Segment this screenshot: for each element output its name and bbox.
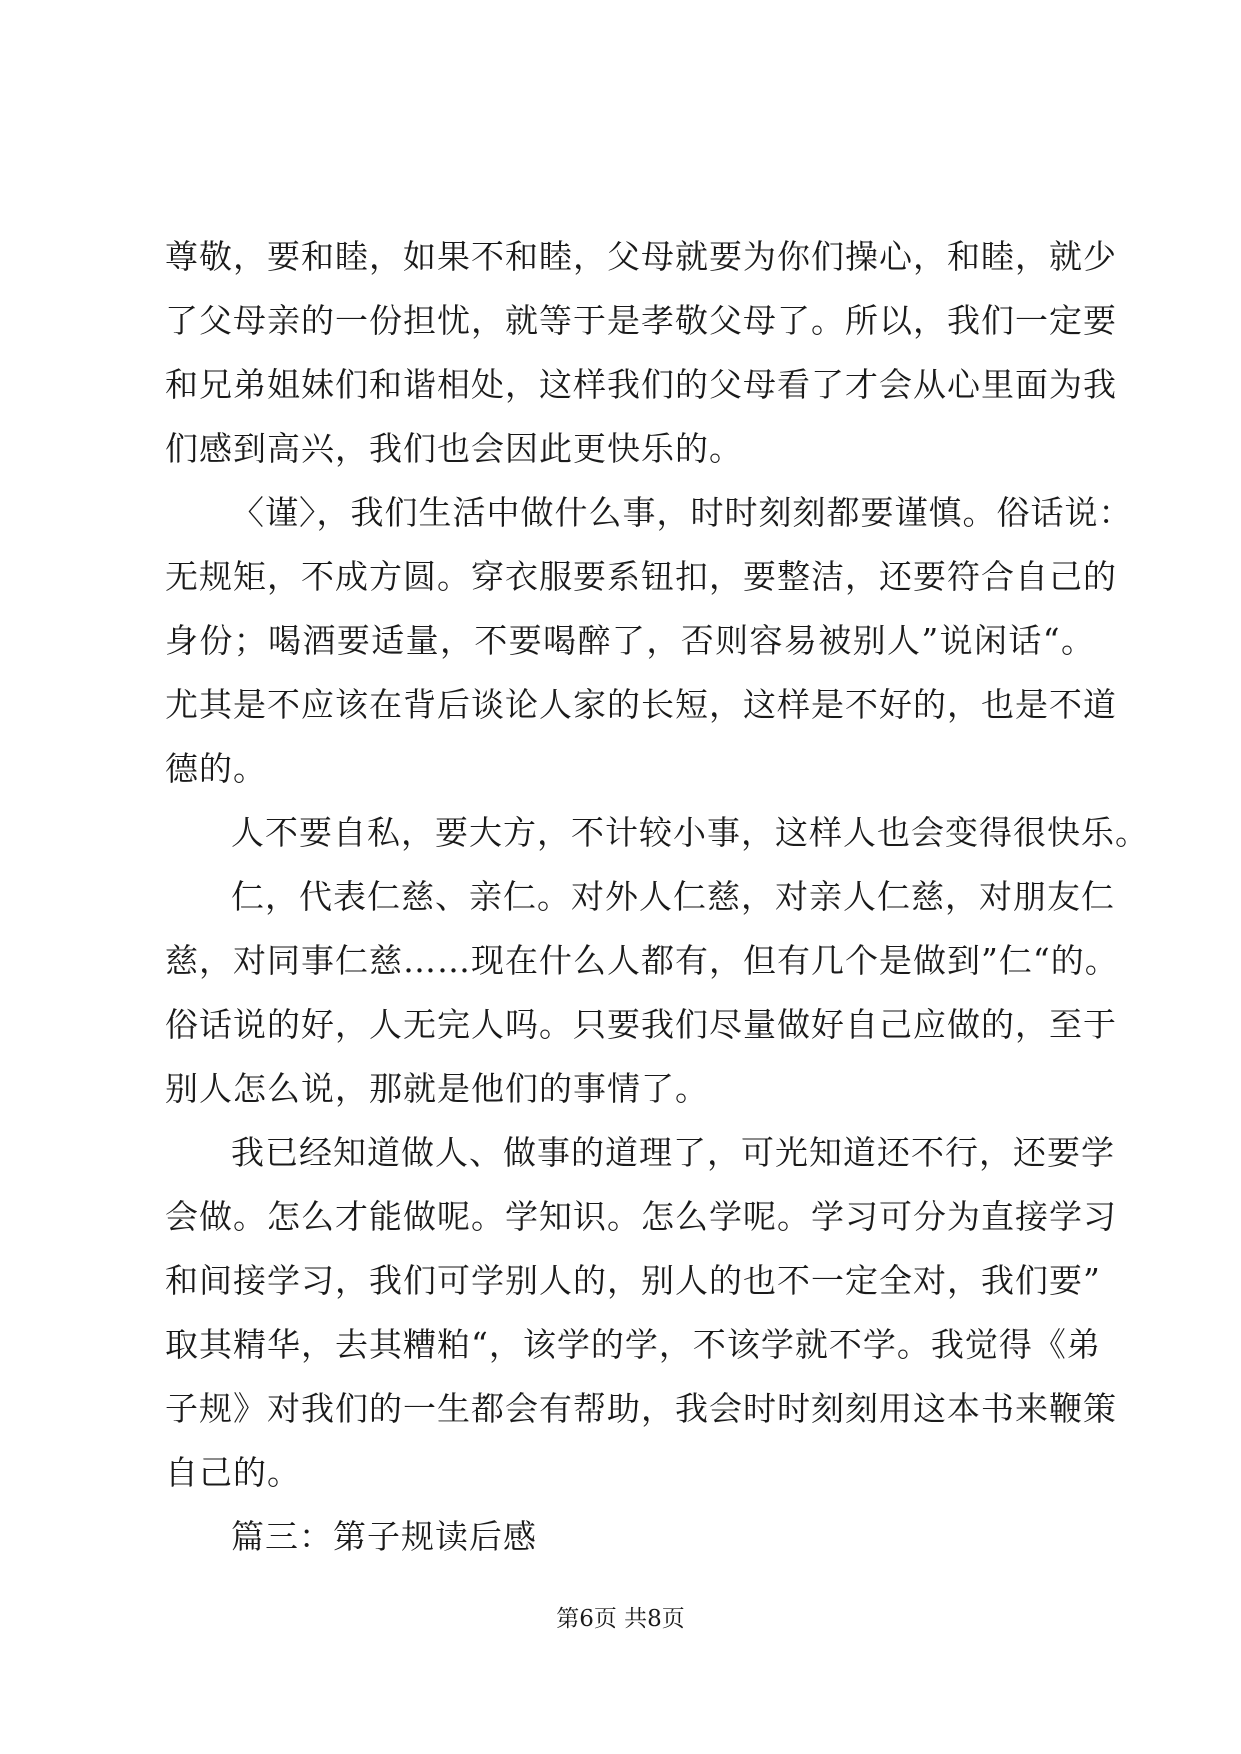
text-line: 德的。 <box>165 749 267 788</box>
text-line: 尊敬，要和睦，如果不和睦，父母就要为你们操心，和睦，就少 <box>165 237 1117 276</box>
text-line: 会做。怎么才能做呢。学知识。怎么学呢。学习可分为直接学习 <box>165 1197 1117 1236</box>
text-line: 自己的。 <box>165 1453 301 1492</box>
text-line: 尤其是不应该在背后谈论人家的长短，这样是不好的，也是不道 <box>165 685 1117 724</box>
text-line: 俗话说的好，人无完人吗。只要我们尽量做好自己应做的，至于 <box>165 1005 1117 1044</box>
text-line: 〈谨〉，我们生活中做什么事，时时刻刻都要谨慎。俗话说： <box>231 493 1133 532</box>
text-line: 别人怎么说，那就是他们的事情了。 <box>165 1069 709 1108</box>
text-line: 和兄弟姐妹们和谐相处，这样我们的父母看了才会从心里面为我 <box>165 365 1117 404</box>
page-number-label: 第6页 共8页 <box>556 1606 685 1632</box>
text-line: 了父母亲的一份担忧，就等于是孝敬父母了。所以，我们一定要 <box>165 301 1117 340</box>
text-line: 慈，对同事仁慈……现在什么人都有，但有几个是做到”仁“的。 <box>165 941 1119 980</box>
text-line: 取其精华，去其糟粕“，该学的学，不该学就不学。我觉得《弟 <box>165 1325 1101 1364</box>
text-line: 和间接学习，我们可学别人的，别人的也不一定全对，我们要” <box>165 1261 1101 1300</box>
text-line: 身份；喝酒要适量，不要喝醉了，否则容易被别人”说闲话“。 <box>165 621 1095 660</box>
text-line: 仁，代表仁慈、亲仁。对外人仁慈，对亲人仁慈，对朋友仁 <box>231 877 1115 916</box>
text-line: 人不要自私，要大方，不计较小事，这样人也会变得很快乐。 <box>231 813 1149 852</box>
text-line: 我已经知道做人、做事的道理了，可光知道还不行，还要学 <box>231 1133 1115 1172</box>
text-line: 们感到高兴，我们也会因此更快乐的。 <box>165 429 743 468</box>
document-body <box>165 225 1149 1569</box>
text-line: 无规矩，不成方圆。穿衣服要系钮扣，要整洁，还要符合自己的 <box>165 557 1117 596</box>
section-heading: 篇三：第子规读后感 <box>231 1517 537 1556</box>
page-footer <box>0 1604 1241 1634</box>
text-line: 子规》对我们的一生都会有帮助，我会时时刻刻用这本书来鞭策 <box>165 1389 1117 1428</box>
